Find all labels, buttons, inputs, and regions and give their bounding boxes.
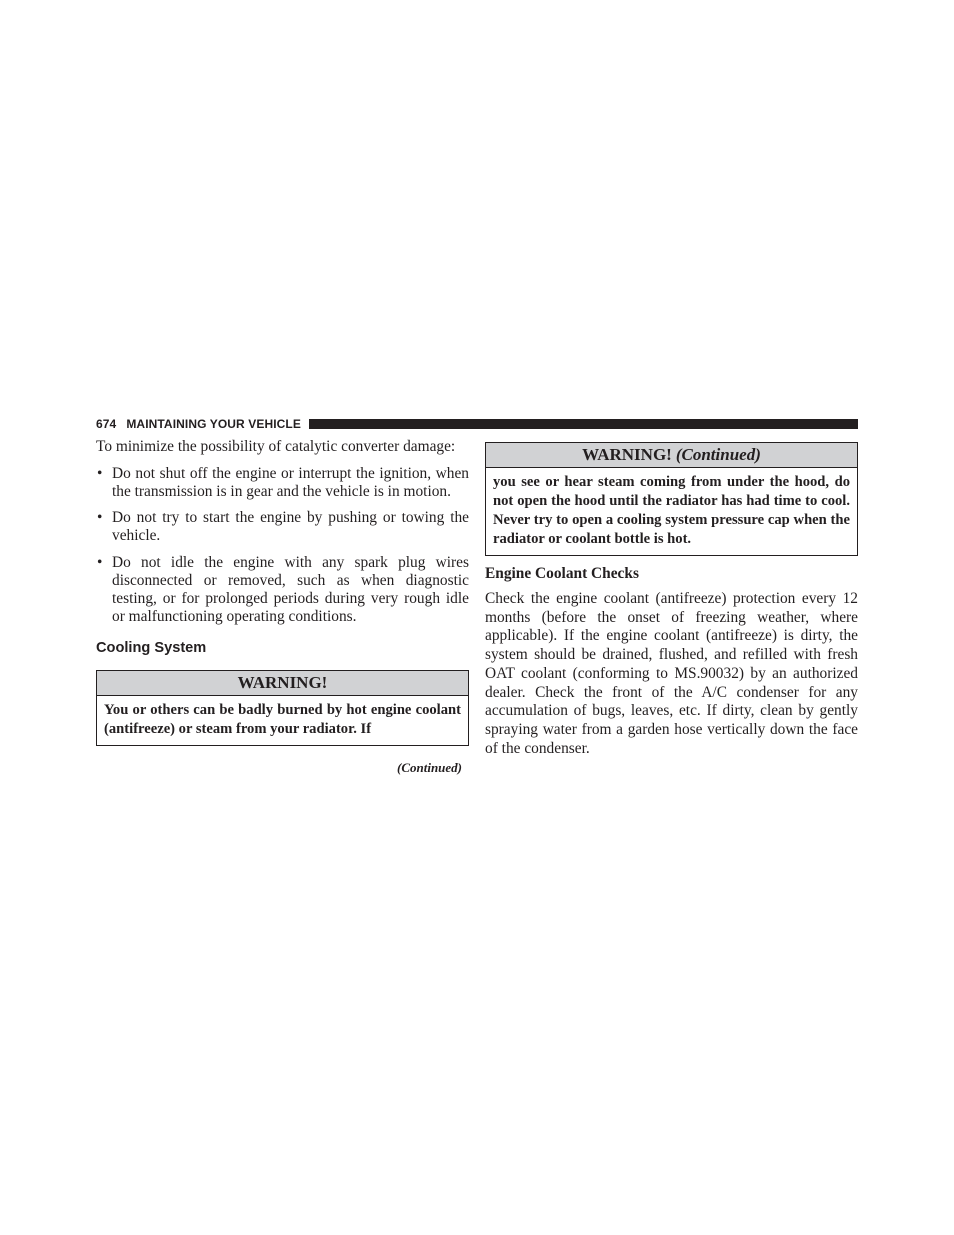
header-rule [309, 419, 858, 429]
left-column [96, 438, 469, 776]
page-number: 674 [96, 417, 117, 431]
bullet-icon: • [97, 464, 103, 482]
warning-title: WARNING! [582, 445, 672, 464]
engine-coolant-checks-heading: Engine Coolant Checks [485, 565, 639, 582]
warning-box-continued [485, 442, 858, 556]
coolant-paragraph: Check the engine coolant (antifreeze) protection every 12 months (before the onset of freezing weather, where applicable). If the engine coolant (antifreeze) is dirty, the system should be drained, flushed, and refilled with fresh OAT coolant (conforming to MS.90032) by an authorized dealer. Check the front of the A/C condenser for any accumulation of bugs, leaves, etc. If dirty, clean by gently spraying water from a garden hose vertically down the face of the condenser. [485, 590, 858, 757]
page-header [96, 417, 858, 431]
bullet-list [96, 465, 469, 627]
warning-header [97, 671, 468, 696]
list-item-text: Do not try to start the engine by pushing or towing the vehicle. [112, 509, 469, 545]
warning-text: You or others can be badly burned by hot engine coolant (antifreeze) or steam from your radiator. If [104, 702, 461, 738]
cooling-system-heading: Cooling System [96, 640, 207, 657]
warning-text: you see or hear steam coming from under the hood, do not open the hood until the radiator has had time to cool. Never try to open a cooling system pressure cap when the radiator or coolant bottle is hot. [493, 474, 850, 547]
section-title: MAINTAINING YOUR VEHICLE [126, 417, 301, 431]
list-item [96, 509, 469, 545]
bullet-icon: • [97, 553, 103, 571]
list-item [96, 554, 469, 627]
right-column [485, 442, 858, 758]
continued-label: (Continued) [396, 760, 462, 776]
list-item-text: Do not shut off the engine or interrupt the ignition, when the transmission is in gear and the vehicle is in motion. [112, 464, 469, 500]
warning-box [96, 670, 469, 746]
intro-paragraph: To minimize the possibility of catalytic converter damage: [96, 438, 456, 455]
list-item [96, 465, 469, 501]
warning-title: WARNING! [237, 673, 328, 693]
list-item-text: Do not idle the engine with any spark plug wires disconnected or removed, such as when diagnostic testing, or for prolonged periods during very rough idle or malfunctioning operating conditions. [112, 553, 469, 626]
warning-header [486, 443, 857, 468]
warning-continued-label: (Continued) [675, 445, 761, 464]
bullet-icon: • [97, 509, 103, 527]
